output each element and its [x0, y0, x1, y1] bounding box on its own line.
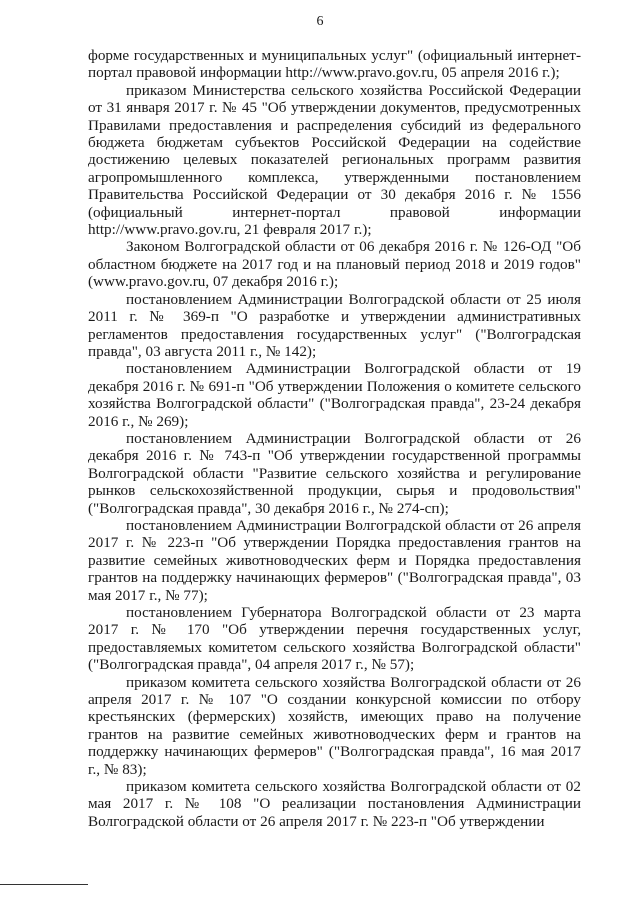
paragraph-committee-order-108: приказом комитета сельского хозяйства Волгоградской области от 02 мая 2017 г. № 108 "О реализации постановления Администрации Волгоградской области от 26 апреля 2017 г. № 223-п "Об утверждении [88, 778, 581, 830]
paragraph-resolution-369: постановлением Администрации Волгоградской области от 25 июля 2011 г. № 369-п "О разработке и утверждении административных регламентов предоставления государственных услуг" ("Волгоградская правда", 03 августа 2011 г., № 142); [88, 290, 581, 360]
paragraph-regional-law-126: Законом Волгоградской области от 06 декабря 2016 г. № 126-ОД "Об областном бюджете на 2017 год и на плановый период 2018 и 2019 годов" (www.pravo.gov.ru, 07 декабря 2016 г.); [88, 238, 581, 291]
page-number: 6 [316, 14, 324, 29]
paragraph-continuation: форме государственных и муниципальных услуг" (официальный интернет-портал правовой информации http://www.pravo.gov.ru, 05 апреля 2016 г.); [88, 47, 581, 82]
footer-rule [0, 884, 88, 885]
paragraph-resolution-743: постановлением Администрации Волгоградской области от 26 декабря 2016 г. № 743-п "Об утверждении государственной программы Волгоградской области "Развитие сельского хозяйства и регулирование рынков сельскохозяйственной продукции, сырья и продовольствия" ("Волгоградская правда", 30 декабря 2016 г., № 274-сп); [88, 429, 581, 517]
document-body [88, 47, 581, 830]
paragraph-committee-order-107: приказом комитета сельского хозяйства Волгоградской области от 26 апреля 2017 г. № 107 "О создании конкурсной комиссии по отбору крестьянских (фермерских) хозяйств, имеющих право на получение грантов на развитие семейных животноводческих ферм и грантов на поддержку начинающих фермеров" ("Волгоградская правда", 16 мая 2017 г., № 83); [88, 673, 581, 778]
paragraph-resolution-223: постановлением Администрации Волгоградской области от 26 апреля 2017 г. № 223-п "Об утверждении Порядка предоставления грантов на развитие семейных животноводческих ферм и Порядка предоставления грантов на поддержку начинающих фермеров" ("Волгоградская правда", 03 мая 2017 г., № 77); [88, 516, 581, 604]
paragraph-ministry-order-45: приказом Министерства сельского хозяйства Российской Федерации от 31 января 2017 г. № 45 "Об утверждении документов, предусмотренных Правилами предоставления и распределения субсидий из федерального бюджета бюджетам субъектов Российской Федерации на содействие достижению целевых показателей региональных программ развития агропромышленного комплекса, утвержденными постановлением Правительства Российской Федерации от 30 декабря 2016 г. № 1556 (официальный интернет-портал правовой информации http://www.pravo.gov.ru, 21 февраля 2017 г.); [88, 81, 581, 239]
paragraph-governor-resolution-170: постановлением Губернатора Волгоградской области от 23 марта 2017 г. № 170 "Об утверждении перечня государственных услуг, предоставляемых комитетом сельского хозяйства Волгоградской области" ("Волгоградская правда", 04 апреля 2017 г., № 57); [88, 604, 581, 674]
paragraph-resolution-691: постановлением Администрации Волгоградской области от 19 декабря 2016 г. № 691-п "Об утверждении Положения о комитете сельского хозяйства Волгоградской области" ("Волгоградская правда", 23-24 декабря 2016 г., № 269); [88, 360, 581, 430]
